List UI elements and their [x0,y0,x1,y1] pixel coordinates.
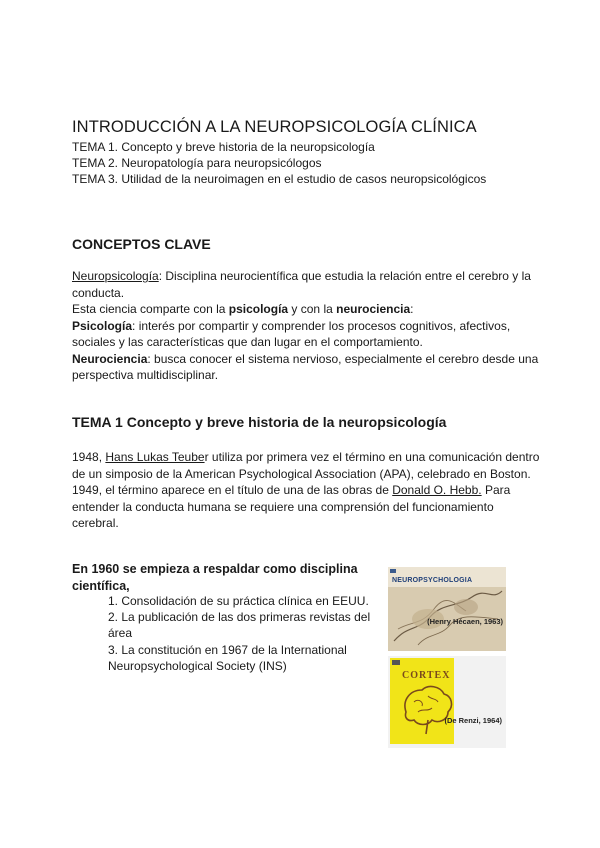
tema-list-item-3: TEMA 3. Utilidad de la neuroimagen en el estudio de casos neuropsicológicos [72,172,487,186]
cortex-title: CORTEX [402,670,451,681]
cortex-citation: (De Renzi, 1964) [444,716,502,725]
neuropsychologia-cover-image [388,567,506,651]
neuropsicologia-term: Neuropsicología [72,269,159,283]
list-item: 3. La constitución en 1967 de la International Neuropsychological Society (INS) [108,642,347,673]
neuropsychologia-citation: (Henry Hécaen, 1963) [427,617,503,626]
shared-science-line: Esta ciencia comparte con la psicología y con la neurociencia: [72,302,414,316]
neuropsychologia-title: NEUROPSYCHOLOGIA [392,577,473,584]
conceptos-section [72,268,542,384]
psicologia-term: Psicología [72,318,133,333]
discipline-milestones-list [108,593,374,674]
brain-icon [388,656,506,748]
discipline-1960-heading: En 1960 se empieza a respaldar como disciplina científica, [72,562,358,593]
list-item: 1. Consolidación de su práctica clínica en EEUU. [108,594,369,608]
conceptos-heading: CONCEPTOS CLAVE [72,236,211,252]
document-title: INTRODUCCIÓN A LA NEUROPSICOLOGÍA CLÍNICA [72,118,477,136]
neurociencia-definition: Neurociencia: busca conocer el sistema nervioso, especialmente el cerebro desde una perspectiva multidisciplinar. [72,351,539,382]
tema-list-item-1: TEMA 1. Concepto y breve historia de la neuropsicología [72,140,375,154]
psicologia-definition: Psicología: interés por compartir y comprender los procesos cognitivos, afectivos, sociales y las características que dan lugar en el comportamiento. [72,318,511,349]
history-1949: 1949, el término aparece en el título de una de las obras de Donald O. Hebb. Para entender la conducta humana se requiere una comprensión del funcionamiento cerebral. [72,483,511,530]
hebb-name: Donald O. Hebb. [392,483,482,497]
teuber-name: Hans Lukas Teube [105,450,205,464]
publisher-mark-icon [390,569,396,573]
cortex-cover-image [388,656,506,748]
tema1-history [72,449,542,532]
neurociencia-term: Neurociencia [72,351,148,366]
history-1948: 1948, Hans Lukas Teuber utiliza por primera vez el término en una comunicación dentro de un simposio de la American Psychological Association (APA), celebrado en Boston. [72,450,540,481]
tema1-heading: TEMA 1 Concepto y breve historia de la neuropsicología [72,414,447,430]
list-item: 2. La publicación de las dos primeras revistas del área [108,610,371,641]
tema-list-item-2: TEMA 2. Neuropatología para neuropsicólogos [72,156,322,170]
neuropsicologia-definition: Neuropsicología: Disciplina neurocientífica que estudia la relación entre el cerebro y la conducta. [72,269,531,300]
